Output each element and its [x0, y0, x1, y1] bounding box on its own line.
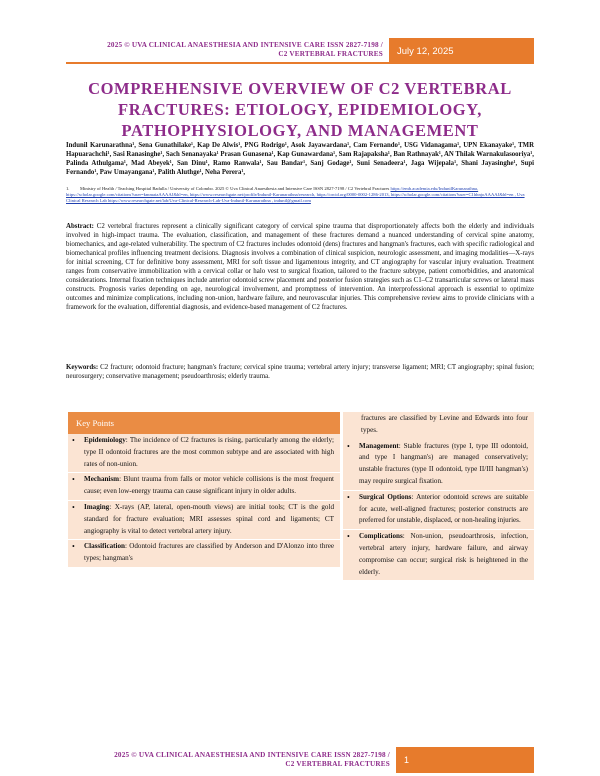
header-journal-line2: C2 VERTEBRAL FRACTURES	[278, 50, 383, 58]
footer-journal-line2: C2 VERTEBRAL FRACTURES	[285, 760, 390, 768]
key-point-text: : Blunt trauma from falls or motor vehicle collisions is the most frequent cause; even low-energy trauma can cause significant injury in older adults.	[84, 475, 334, 496]
footer-journal	[66, 747, 396, 773]
key-point-text: : Stable fractures (type I, type III odontoid, and type I hangman's) are managed conservatively; unstable fractures (type II odontoid, type II/III hangman's) may require surgical fixation.	[359, 441, 528, 485]
key-point-label: Surgical Options	[359, 492, 412, 501]
abstract-label: Abstract:	[66, 223, 94, 230]
key-point-mechanism	[68, 473, 340, 501]
page-header	[66, 38, 534, 64]
key-points-list	[68, 434, 340, 568]
key-points-box-continued	[343, 412, 534, 581]
key-point-classification	[68, 540, 340, 568]
abstract	[66, 222, 534, 312]
page-number: 1	[396, 747, 534, 773]
bullet-icon: •	[347, 492, 350, 502]
bullet-icon: •	[72, 542, 75, 552]
key-point-label: Complications	[359, 532, 403, 541]
affiliation	[66, 186, 534, 204]
footer-journal-line1: 2025 © UVA CLINICAL ANAESTHESIA AND INTENSIVE CARE ISSN 2827-7198 /	[114, 751, 390, 759]
key-point-label: Mechanism	[84, 475, 120, 484]
paper-title: COMPREHENSIVE OVERVIEW OF C2 VERTEBRAL FRACTURES: ETIOLOGY, EPIDEMIOLOGY, PATHOPHYSIOLOGY, AND MANAGEMENT	[88, 79, 512, 140]
key-point-surgical-options	[343, 491, 534, 530]
abstract-text: C2 vertebral fractures represent a clinically significant category of cervical spine trauma that disproportionately affects both the elderly and individuals involved in high-impact trauma. The evaluation, classification, and management of these fractures demand a nuanced understanding of cervical spine anatomy, biomechanics, and age-related vulnerability. The spectrum of C2 fractures includes odontoid (dens) fractures and hangman's fractures, each with specific radiological and biomechanical profiles influencing treatment decisions. Diagnosis involves a combination of clinical suspicion, neurologic assessment, and imaging modalities—X-rays for initial screening, CT for definitive bony assessment, MRI for soft tissue and ligamentous integrity, and CT angiography for vascular injury evaluation. Treatment ranges from conservative immobilization with a cervical collar or halo vest to surgical fixation, tailored to the fracture subtype, patient comorbidities, and anatomical considerations. Internal fixation techniques include anterior odontoid screw placement and posterior fusion strategies such as C1–C2 transarticular screws or lateral mass constructs. Prognosis varies depending on age, neurological involvement, and promptness of intervention. An interprofessional approach is essential to optimize outcomes and minimize complications, including non-union, hardware failure, and neurovascular injuries. This comprehensive review aims to provide clinicians with a framework for the evaluation, differential diagnosis, and evidence-based management of C2 fractures.	[66, 223, 534, 312]
page-footer	[66, 747, 534, 773]
affiliation-text: Ministry of Health / Teaching Hospital Badulla / University of Colombo. 2025 © Uva Clinical Anaesthesia and Intensive Care ISSN 2827-7198 / C2 Vertebral Fractures	[80, 186, 390, 191]
key-points-box	[68, 412, 340, 750]
key-point-label: Epidemiology	[84, 436, 126, 444]
key-points-heading: Key Points	[68, 412, 340, 434]
key-point-text: : Anterior odontoid screws are suitable for acute, well-aligned fractures; posterior constructs are preferred for unstable, displaced, or non-healing injuries.	[359, 492, 528, 525]
key-point-classification-continued: fractures are classified by Levine and Edwards into four types.	[343, 412, 534, 440]
bullet-icon: •	[72, 475, 75, 485]
key-point-label: Imaging	[84, 502, 110, 511]
key-point-complications	[343, 530, 534, 581]
affiliation-number: 1.	[66, 186, 70, 191]
bullet-icon: •	[72, 436, 75, 445]
header-journal	[66, 38, 389, 64]
key-point-management	[343, 440, 534, 491]
header-date: July 12, 2025	[389, 38, 534, 64]
affiliation-links[interactable]: https://emb.academia.edu/IndunilKarunarathna, https://scholar.google.com/citations?user=kmmaiaAAAAJ&hl=en, https://www.researchgate.net/profile/Indunil-Karunarathna/research, https://orcid.org/0000-0002-1286-2013, https://scholar.google.com/citations?user=C1hhnjoAAAAJ&hl=en , Uva Clinical Research Lab https://www.researchgate.net/lab/Uva-Clinical-Research-Lab-Uva-Indunil-Karunarathna , indunil@gmail.com	[66, 186, 525, 204]
key-point-label: Management	[359, 441, 399, 450]
bullet-icon: •	[347, 441, 350, 451]
key-point-text: : The incidence of C2 fractures is rising, particularly among the elderly; type II odontoid fractures are the most common subtype and are associated with high rates of non-union.	[84, 436, 334, 468]
key-point-text: : X-rays (AP, lateral, open-mouth views) are initial tools; CT is the gold standard for fracture evaluation; MRI assesses spinal cord and ligaments; CT angiography is vital to detect vertebral artery injury.	[84, 502, 334, 535]
key-point-text: : Non-union, pseudoarthrosis, infection, vertebral artery injury, hardware failure, and airway compromise can occur; surgical risk is heightened in the elderly.	[359, 532, 528, 576]
keywords	[66, 363, 534, 381]
bullet-icon: •	[72, 502, 75, 512]
key-points-list-continued	[343, 440, 534, 582]
keywords-text: C2 fracture; odontoid fracture; hangman's fracture; cervical spine trauma; vertebral artery injury; transverse ligament; MRI; CT angiography; spinal fusion; neurosurgery; conservative management; pseudoarthrosis; elderly trauma.	[66, 364, 534, 381]
bullet-icon: •	[347, 532, 350, 542]
key-point-imaging	[68, 501, 340, 540]
keywords-label: Keywords:	[66, 364, 99, 371]
key-point-label: Classification	[84, 542, 125, 551]
header-journal-line1: 2025 © UVA CLINICAL ANAESTHESIA AND INTENSIVE CARE ISSN 2827-7198 /	[107, 41, 383, 49]
author-list: Indunil Karunarathna¹, Sena Gunathilake¹, Kap De Alwis¹, PNG Rodrigo¹, Asok Jayawardana¹, Cam Fernando¹, USG Vidanagama¹, UPN Ekanayake¹, TMR Hapuarachchi¹, Sasi Ranasinghe¹, Sach Senanayaka¹ Prasan Gunasena¹, Kap Gunawardana¹, Sam Rajapaksha¹, Ban Rathnayak¹, AN Thilak Warnakulasooriya¹, Palinda Athulgama¹, Mad Abeyek¹, San Dinu¹, Ramo Ranwala¹, Sau Bandar¹, Sanj Godage¹, Suni Senadeera¹, Jaga Wijepala¹, Shani Jayasinghe¹, Supi Fernando¹, Paw Umayangana¹, Palith Aluthge¹, Neha Perera¹,	[66, 142, 534, 176]
key-point-epidemiology	[68, 434, 340, 473]
key-point-text: : Odontoid fractures are classified by Anderson and D'Alonzo into three types; hangman's	[84, 542, 334, 563]
